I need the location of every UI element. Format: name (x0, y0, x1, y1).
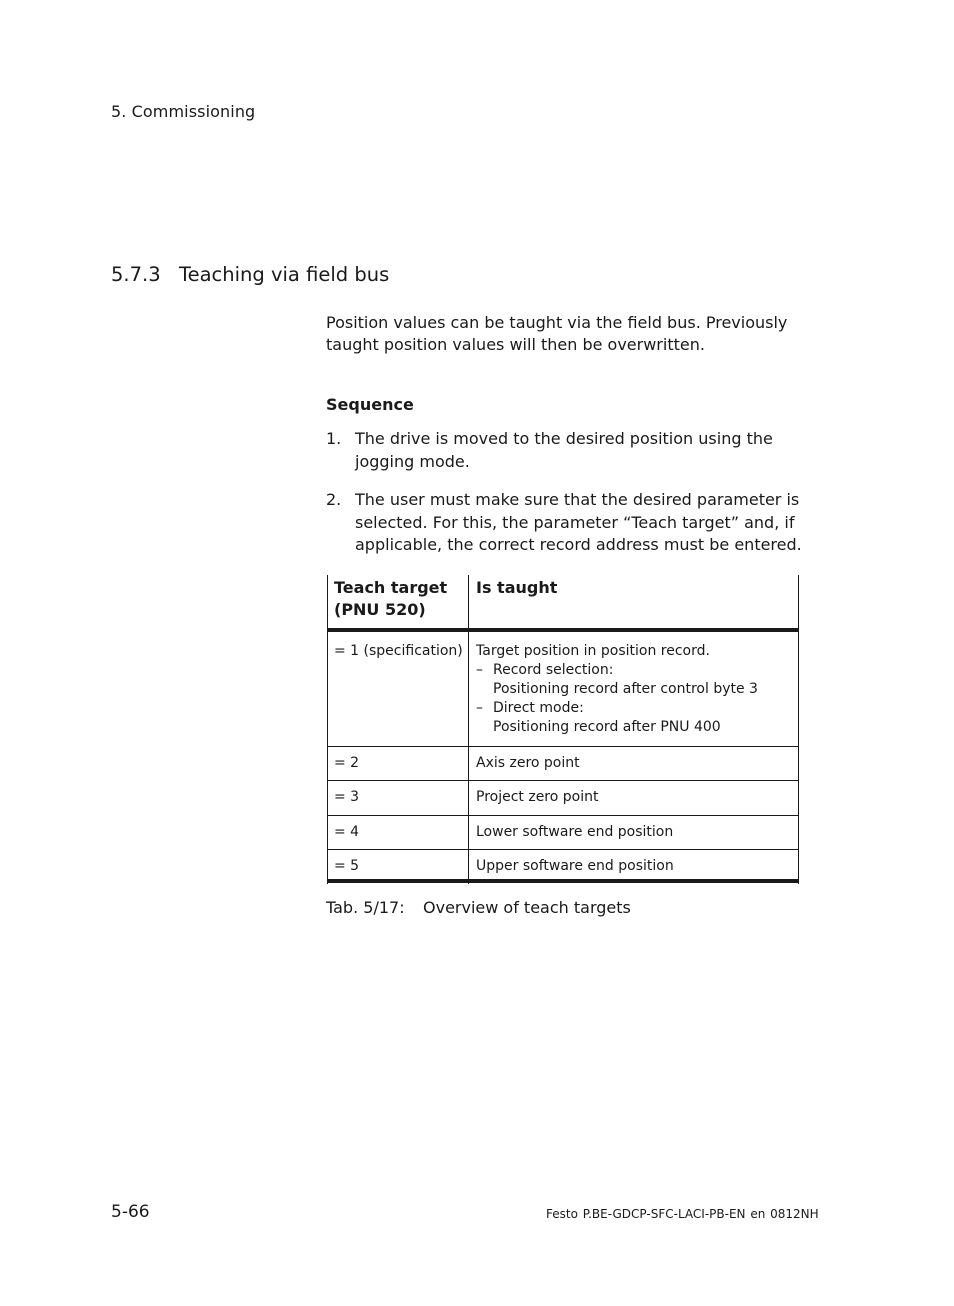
sequence-step (326, 489, 806, 557)
intro-paragraph: Position values can be taught via the field bus. Previously taught position values will then be overwritten. (326, 313, 788, 354)
table-cell-taught: Lower software end position (476, 824, 674, 840)
document-reference: Festo P.BE-GDCP-SFC-LACI-PB-EN en 0812NH (546, 1207, 819, 1221)
table-rule (327, 628, 799, 632)
table-cell-target: = 3 (334, 789, 360, 805)
page-number: 5-66 (111, 1202, 150, 1222)
table-cell-target: = 5 (334, 858, 360, 874)
table-header-is-taught: Is taught (476, 578, 558, 597)
list-item: – Direct mode: Positioning record after PNU 400 (476, 700, 721, 735)
table-cell-taught: Upper software end position (476, 858, 674, 874)
caption-text: Overview of teach targets (423, 898, 631, 917)
section-title: Teaching via field bus (179, 263, 390, 286)
table-cell-target: = 4 (334, 824, 360, 840)
caption-label: Tab. 5/17: (326, 898, 405, 917)
table-rule (327, 780, 799, 781)
table-rule (468, 575, 469, 884)
teach-targets-table (327, 575, 799, 884)
table-rule (798, 575, 799, 884)
table-cell-target: = 1 (specification) (334, 643, 463, 659)
table-rule (327, 849, 799, 850)
sequence-heading: Sequence (326, 395, 414, 414)
table-rule (327, 815, 799, 816)
list-item: – Record selection: Positioning record after control byte 3 (476, 662, 758, 697)
step-text: The drive is moved to the desired position using the jogging mode. (355, 429, 773, 471)
step-number: 1. (326, 429, 342, 448)
table-cell-taught: Target position in position record. – Record selection: Positioning record after control byte 3 – Direct mode: Positioning record after PNU 400 (476, 642, 791, 737)
section-number: 5.7.3 (111, 263, 161, 286)
running-head: 5. Commissioning (111, 102, 256, 121)
sequence-step (326, 428, 806, 473)
table-cell-taught: Project zero point (476, 789, 599, 805)
table-caption (326, 898, 631, 917)
section-heading (111, 263, 389, 286)
table-cell-taught: Axis zero point (476, 755, 580, 771)
table-header-teach-target: Teach target (PNU 520) (334, 578, 448, 619)
table-rule (327, 746, 799, 747)
step-text: The user must make sure that the desired parameter is selected. For this, the parameter “Teach target” and, if applicable, the correct record address must be entered. (355, 490, 802, 554)
table-rule (327, 879, 799, 883)
table-rule (327, 575, 328, 884)
step-number: 2. (326, 490, 342, 509)
table-cell-target: = 2 (334, 755, 360, 771)
